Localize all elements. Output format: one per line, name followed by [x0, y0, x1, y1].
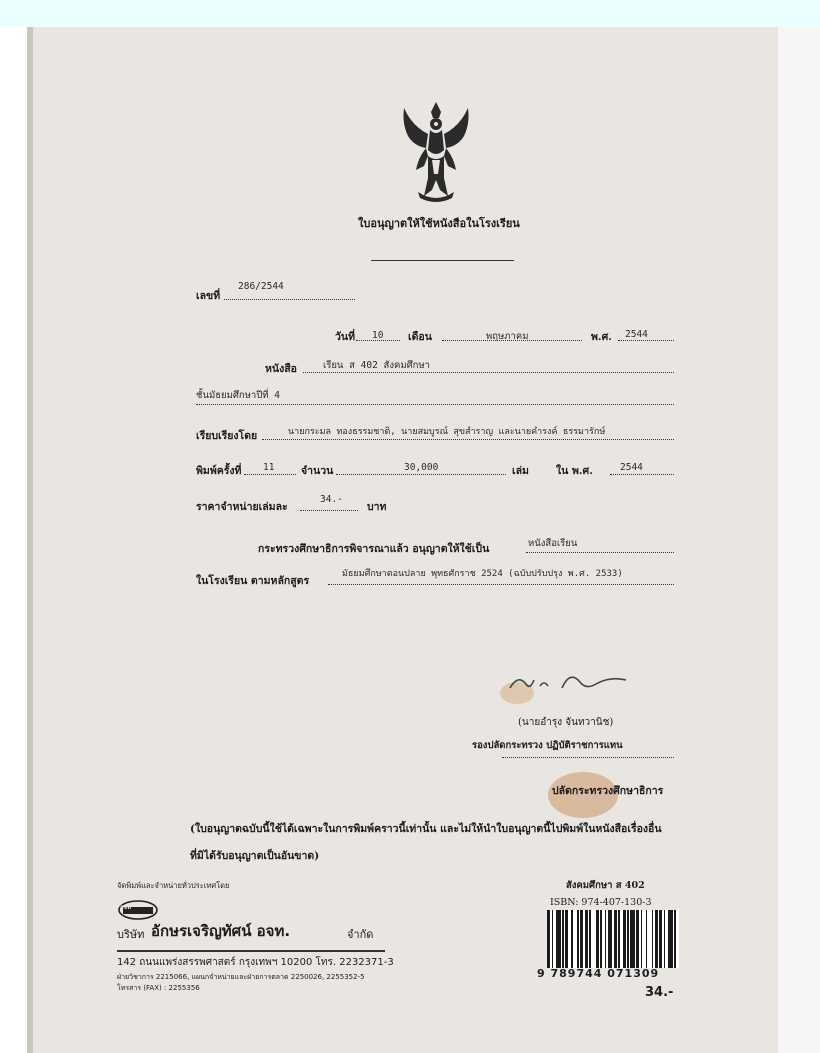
- print-year-dots: [610, 474, 674, 475]
- year-dots: [618, 340, 674, 341]
- price-value: 34.-: [320, 494, 343, 505]
- level-dots: [196, 404, 674, 405]
- book-label: หนังสือ: [265, 363, 297, 375]
- barcode-bar: [676, 910, 679, 968]
- curriculum-dots: [328, 584, 674, 585]
- year-label: พ.ศ.: [591, 331, 612, 343]
- signer-position: รองปลัดกระทรวง ปฏิบัติราชการแทน: [472, 740, 623, 751]
- right-margin: [778, 27, 820, 1053]
- approval-text: กระทรวงศึกษาธิการพิจารณาแล้ว อนุญาตให้ใช้เป็น: [258, 543, 490, 555]
- author-label: เรียบเรียงโดย: [196, 430, 258, 442]
- company-suffix: จำกัด: [347, 928, 374, 941]
- price-unit: บาท: [367, 501, 387, 513]
- print-value: 11: [263, 462, 275, 473]
- document-title: ใบอนุญาตให้ใช้หนังสือในโรงเรียน: [358, 217, 520, 230]
- publisher-logo-text: อจท: [120, 904, 132, 911]
- date-label: วันที่: [335, 331, 355, 343]
- number-dots: [224, 299, 355, 300]
- print-year-label: ใน พ.ศ.: [556, 465, 593, 477]
- copies-value: 30,000: [404, 462, 439, 473]
- isbn: ISBN: 974-407-130-3: [550, 897, 652, 908]
- price-label: ราคาจำหน่ายเล่มละ: [196, 501, 288, 513]
- garuda-emblem-icon: [398, 100, 474, 204]
- number-label: เลขที่: [196, 290, 221, 302]
- price-dots: [300, 510, 358, 511]
- barcode-digits: 9 789744 071309: [537, 967, 660, 980]
- approval-dots: [526, 552, 674, 553]
- signer-office: ปลัดกระทรวงศึกษาธิการ: [552, 785, 664, 797]
- print-label: พิมพ์ครั้งที่: [196, 465, 242, 477]
- print-dots: [244, 474, 296, 475]
- barcode: [547, 910, 679, 968]
- curriculum-label: ในโรงเรียน ตามหลักสูตร: [196, 575, 310, 587]
- handwritten-signature: [500, 666, 630, 696]
- company-prefix: บริษัท: [117, 928, 145, 941]
- book-value: เรียน ส 402 สังคมศึกษา: [323, 360, 430, 371]
- curriculum-value: มัธยมศึกษาตอนปลาย พุทธศักราช 2524 (ฉบับปรับปรุง พ.ศ. 2533): [342, 569, 623, 579]
- book-price: 34.-: [645, 985, 674, 1000]
- publisher-address: 142 ถนนแพร่งสรรพศาสตร์ กรุงเทพฯ 10200 โทร. 2232371-3: [117, 957, 394, 968]
- company-name: อักษรเจริญทัศน์ อจท.: [151, 922, 291, 940]
- note-line2: ที่มิได้รับอนุญาตเป็นอันขาด): [190, 850, 320, 862]
- publisher-fax: โทรสาร (FAX) : 2255356: [117, 984, 200, 992]
- signer-name: (นายอำรุง จันทวานิช): [518, 717, 614, 728]
- author-value: นายกระมล ทองธรรมชาติ, นายสมบูรณ์ สุขสำราญ และนายคำรงค์ ธรรมารักษ์: [288, 427, 606, 437]
- author-dots: [262, 439, 674, 440]
- copies-unit: เล่ม: [512, 465, 529, 477]
- year-value: 2544: [625, 329, 648, 340]
- distribution-note: จัดพิมพ์และจำหน่ายทั่วประเทศโดย: [117, 881, 230, 890]
- copies-dots: [336, 474, 506, 475]
- level-value: ชั้นมัธยมศึกษาปีที่ 4: [196, 390, 280, 401]
- top-bar: [0, 0, 820, 27]
- print-year-value: 2544: [620, 462, 643, 473]
- month-label: เดือน: [408, 331, 432, 343]
- date-day: 10: [372, 330, 384, 341]
- approval-value: หนังสือเรียน: [528, 538, 578, 549]
- subject-code: สังคมศึกษา ส 402: [566, 880, 645, 891]
- title-underline: [371, 260, 514, 261]
- month-value: พฤษภาคม: [486, 331, 529, 342]
- note-line1: (ใบอนุญาตฉบับนี้ใช้ได้เฉพาะในการพิมพ์คราวนี้เท่านั้น และไม่ให้นำใบอนุญาตนี้ไปพิมพ์ในหนังสือเรื่องอื่น: [190, 823, 662, 835]
- publisher-phones: ฝ่ายวิชาการ 2215066, แผนกจำหน่ายและฝ่ายการตลาด 2250026, 2255352-5: [117, 973, 365, 981]
- number-value: 286/2544: [238, 281, 284, 292]
- signer-dots: [502, 757, 674, 758]
- copies-label: จำนวน: [301, 465, 334, 477]
- publisher-rule: [117, 950, 385, 952]
